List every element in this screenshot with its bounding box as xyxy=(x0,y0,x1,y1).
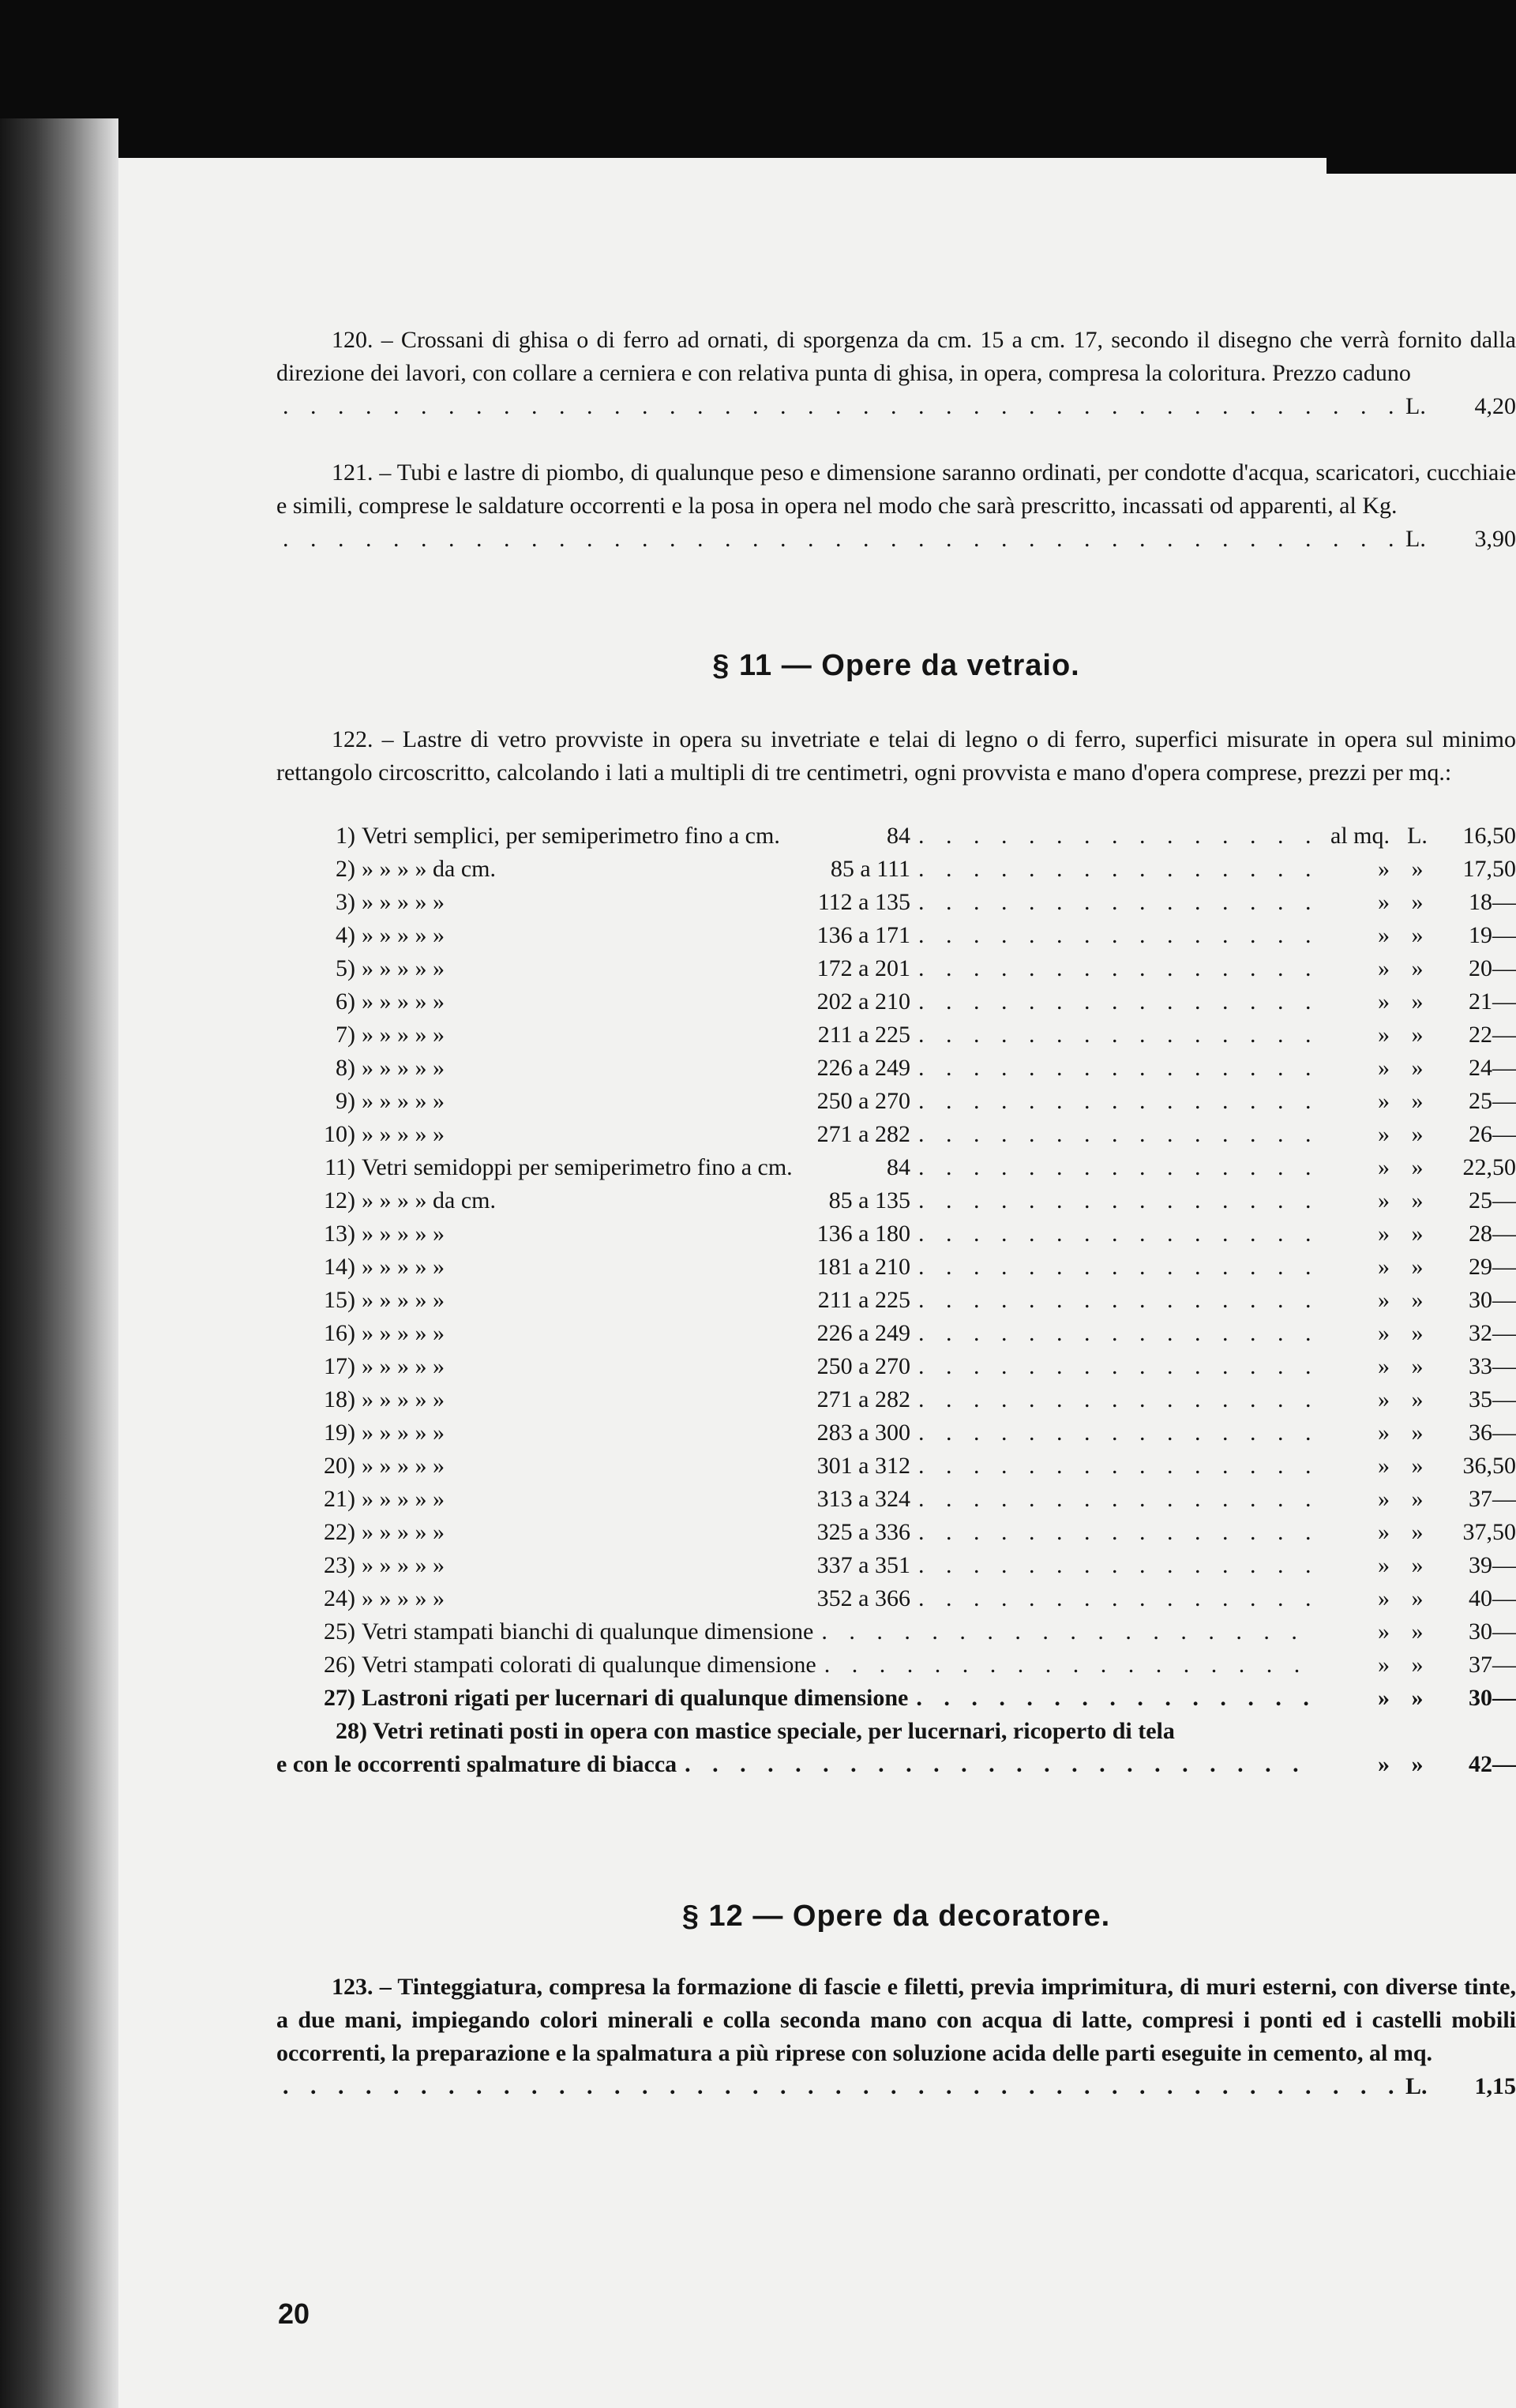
unit: » xyxy=(1378,1154,1390,1180)
glass-item-row xyxy=(276,820,1516,853)
unit: » xyxy=(1378,922,1390,948)
dot-leader xyxy=(918,1217,1311,1251)
unit: » xyxy=(1378,1618,1390,1645)
unit: » xyxy=(1378,1420,1390,1446)
size-range: 226 a 249 xyxy=(816,1055,910,1081)
currency: L. xyxy=(1407,823,1428,849)
size-range: 352 a 366 xyxy=(816,1585,910,1611)
dot-leader xyxy=(918,1251,1311,1284)
item-number: 20) xyxy=(324,1453,355,1479)
unit: » xyxy=(1378,1353,1390,1379)
glass-item-28 xyxy=(276,1715,1516,1781)
currency: » xyxy=(1411,955,1424,981)
item-description: » » » » » xyxy=(362,955,445,981)
dot-leader xyxy=(918,1284,1311,1317)
glass-item-row xyxy=(276,1450,1516,1483)
unit: » xyxy=(1378,1519,1390,1545)
dot-leader xyxy=(918,886,1311,919)
item-description: » » » » » xyxy=(362,922,445,948)
item-description: » » » » » xyxy=(362,1486,445,1512)
item-number: 6) xyxy=(336,988,355,1015)
item-description: » » » » » xyxy=(362,1055,445,1081)
item-number: 120. xyxy=(332,327,373,353)
dot-leader xyxy=(918,1317,1311,1350)
dot-leader xyxy=(685,1748,1311,1781)
unit: » xyxy=(1378,988,1390,1015)
item-description: » » » » » xyxy=(362,1585,445,1611)
unit: » xyxy=(1378,1221,1390,1247)
currency: » xyxy=(1411,1320,1424,1346)
price: 17,50 xyxy=(1462,856,1516,882)
currency: L. xyxy=(1405,526,1426,552)
item-number: 13) xyxy=(324,1221,355,1247)
glass-item-row xyxy=(276,886,1516,919)
unit: » xyxy=(1378,1254,1390,1280)
currency: » xyxy=(1411,1187,1424,1213)
glass-price-list-other xyxy=(276,1615,1516,1715)
currency: » xyxy=(1411,1154,1424,1180)
price: 20— xyxy=(1469,955,1516,981)
unit: » xyxy=(1378,1585,1390,1611)
page-number: 20 xyxy=(278,2297,310,2330)
size-range: 211 a 225 xyxy=(817,1287,910,1313)
item-number: 15) xyxy=(324,1287,355,1313)
price: 21— xyxy=(1469,988,1516,1015)
item-number: 1) xyxy=(336,823,355,849)
dot-leader xyxy=(918,1450,1311,1483)
dot-leader xyxy=(918,1416,1311,1450)
paragraph-121 xyxy=(276,456,1516,556)
item-number: 11) xyxy=(325,1154,355,1180)
item-description: Lastroni rigati per lucernari di qualunque dimensione xyxy=(362,1685,909,1711)
currency: » xyxy=(1411,1453,1424,1479)
item-description: » » » » » xyxy=(362,1386,445,1412)
price: 16,50 xyxy=(1462,823,1516,849)
price: 22— xyxy=(1469,1022,1516,1048)
item-description: Vetri stampati colorati di qualunque dimensione xyxy=(362,1652,816,1678)
price: 36,50 xyxy=(1462,1453,1516,1479)
price: 24— xyxy=(1469,1055,1516,1081)
currency: » xyxy=(1411,1486,1424,1512)
currency: » xyxy=(1411,1751,1424,1777)
glass-item-row xyxy=(276,1118,1516,1151)
price: 37— xyxy=(1469,1486,1516,1512)
item-description: » » » » » xyxy=(362,1353,445,1379)
currency: » xyxy=(1411,1121,1424,1147)
glass-item-row xyxy=(276,1615,1516,1648)
size-range: 250 a 270 xyxy=(816,1088,910,1114)
glass-item-row xyxy=(276,1383,1516,1416)
dot-leader xyxy=(283,2070,1399,2103)
item-number: 27) xyxy=(324,1685,355,1711)
dot-leader xyxy=(918,1516,1311,1549)
size-range: 136 a 180 xyxy=(816,1221,910,1247)
unit: » xyxy=(1378,1486,1390,1512)
unit: » xyxy=(1378,1453,1390,1479)
glass-item-row xyxy=(276,985,1516,1018)
glass-item-row xyxy=(276,1151,1516,1184)
glass-item-row xyxy=(276,1052,1516,1085)
page-content xyxy=(276,324,1516,2103)
price: 30— xyxy=(1469,1287,1516,1313)
item-number: 24) xyxy=(324,1585,355,1611)
unit: » xyxy=(1378,1121,1390,1147)
scan-top-border xyxy=(0,0,1516,158)
item-number: 19) xyxy=(324,1420,355,1446)
unit: » xyxy=(1378,1320,1390,1346)
item-text: – Crossani di ghisa o di ferro ad ornati, di sporgenza da cm. 15 a cm. 17, secondo il disegno che verrà fornito dalla direzione dei lavori, con collare a cerniera e con relativa punta di ghisa, in opera, compresa la coloritura. Prezzo caduno xyxy=(276,327,1516,386)
size-range: 226 a 249 xyxy=(816,1320,910,1346)
scan-left-binding xyxy=(0,118,118,2408)
unit: » xyxy=(1378,1386,1390,1412)
currency: » xyxy=(1411,1254,1424,1280)
paragraph-122 xyxy=(276,723,1516,790)
size-range: 271 a 282 xyxy=(816,1121,910,1147)
dot-leader xyxy=(918,1052,1311,1085)
section-title-11: § 11 — Opere da vetraio. xyxy=(712,649,1080,682)
currency: » xyxy=(1411,1022,1424,1048)
dot-leader xyxy=(918,1582,1311,1615)
price: 4,20 xyxy=(1474,393,1516,419)
currency: » xyxy=(1411,1353,1424,1379)
glass-item-row xyxy=(276,1085,1516,1118)
size-range: 84 xyxy=(887,1154,910,1180)
item-description: » » » » » xyxy=(362,1552,445,1578)
item-number: 16) xyxy=(324,1320,355,1346)
dot-leader xyxy=(918,853,1311,886)
currency: » xyxy=(1411,1088,1424,1114)
unit: al mq. xyxy=(1330,823,1390,849)
item-description: » » » » » xyxy=(362,1022,445,1048)
item-number: 9) xyxy=(336,1088,355,1114)
glass-item-row xyxy=(276,1516,1516,1549)
item-description: » » » » » xyxy=(362,988,445,1015)
size-range: 84 xyxy=(887,823,910,849)
dot-leader xyxy=(918,1018,1311,1052)
item-number: 8) xyxy=(336,1055,355,1081)
item-description: Vetri semplici, per semiperimetro fino a cm. xyxy=(362,823,780,849)
scan-corner-shadow xyxy=(1326,126,1516,174)
unit: » xyxy=(1378,1187,1390,1213)
dot-leader xyxy=(918,1151,1311,1184)
dot-leader xyxy=(918,952,1311,985)
price: 1,15 xyxy=(1474,2073,1516,2099)
item-number: 4) xyxy=(336,922,355,948)
item-number: 122. xyxy=(332,726,373,752)
unit: » xyxy=(1378,1287,1390,1313)
size-range: 85 a 135 xyxy=(828,1187,910,1213)
price: 37,50 xyxy=(1462,1519,1516,1545)
unit: » xyxy=(1378,1751,1390,1777)
glass-item-row xyxy=(276,1284,1516,1317)
item-description: » » » » da cm. xyxy=(362,1187,496,1213)
size-range: 211 a 225 xyxy=(817,1022,910,1048)
currency: » xyxy=(1411,1519,1424,1545)
glass-item-row xyxy=(276,1317,1516,1350)
size-range: 172 a 201 xyxy=(816,955,910,981)
unit: » xyxy=(1378,955,1390,981)
currency: » xyxy=(1411,988,1424,1015)
item-text: – Tinteggiatura, compresa la formazione di fascie e filetti, previa imprimitura, di muri esterni, con diverse tinte, a due mani, impiegando colori minerali e colla seconda mano con acqua di latte, compresi i ponti ed i castelli mobili occorrenti, la preparazione e la spalmatura a più riprese con soluzione acida delle parti eseguite in cemento, al mq. xyxy=(276,1974,1516,2066)
dot-leader xyxy=(918,1085,1311,1118)
item-description: » » » » » xyxy=(362,1121,445,1147)
currency: » xyxy=(1411,856,1424,882)
price: 32— xyxy=(1469,1320,1516,1346)
item-number: 18) xyxy=(324,1386,355,1412)
unit: » xyxy=(1378,1088,1390,1114)
item-description: Vetri stampati bianchi di qualunque dimensione xyxy=(362,1618,814,1645)
unit: » xyxy=(1378,1652,1390,1678)
dot-leader xyxy=(918,919,1311,952)
item-number: 22) xyxy=(324,1519,355,1545)
size-range: 337 a 351 xyxy=(816,1552,910,1578)
size-range: 112 a 135 xyxy=(817,889,910,915)
item-description: » » » » » xyxy=(362,1221,445,1247)
currency: » xyxy=(1411,1287,1424,1313)
currency: » xyxy=(1411,1055,1424,1081)
dot-leader xyxy=(918,1118,1311,1151)
currency: » xyxy=(1411,1585,1424,1611)
item-description: » » » » » xyxy=(362,1287,445,1313)
glass-item-row xyxy=(276,1350,1516,1383)
currency: » xyxy=(1411,1386,1424,1412)
item-number: 14) xyxy=(324,1254,355,1280)
unit: » xyxy=(1378,856,1390,882)
item-description: » » » » » xyxy=(362,889,445,915)
item-number: 121. xyxy=(332,459,373,486)
price: 36— xyxy=(1469,1420,1516,1446)
unit: » xyxy=(1378,1552,1390,1578)
price: 22,50 xyxy=(1462,1154,1516,1180)
dot-leader xyxy=(283,390,1399,423)
item-number: 10) xyxy=(324,1121,355,1147)
dot-leader xyxy=(824,1648,1311,1682)
price: 28— xyxy=(1469,1221,1516,1247)
paragraph-120 xyxy=(276,324,1516,423)
price: 18— xyxy=(1469,889,1516,915)
price: 40— xyxy=(1469,1585,1516,1611)
glass-price-list xyxy=(276,820,1516,1615)
size-range: 313 a 324 xyxy=(816,1486,910,1512)
dot-leader xyxy=(918,820,1311,853)
currency: » xyxy=(1411,889,1424,915)
currency: » xyxy=(1411,1652,1424,1678)
glass-item-row xyxy=(276,1682,1516,1715)
item-number: 26) xyxy=(324,1652,355,1678)
price: 29— xyxy=(1469,1254,1516,1280)
item-28-line-1: 28) Vetri retinati posti in opera con mastice speciale, per lucernari, ricoperto di tela xyxy=(336,1718,1175,1744)
dot-leader xyxy=(918,1184,1311,1217)
glass-item-row xyxy=(276,919,1516,952)
price-line xyxy=(276,2070,1516,2103)
glass-item-row xyxy=(276,952,1516,985)
item-number: 25) xyxy=(324,1618,355,1645)
paragraph-123 xyxy=(276,1971,1516,2103)
item-number: 5) xyxy=(336,955,355,981)
currency: » xyxy=(1411,922,1424,948)
price: 30— xyxy=(1469,1618,1516,1645)
dot-leader xyxy=(916,1682,1311,1715)
dot-leader xyxy=(918,1350,1311,1383)
unit: » xyxy=(1378,1685,1390,1711)
glass-item-row xyxy=(276,1184,1516,1217)
unit: » xyxy=(1378,1022,1390,1048)
size-range: 325 a 336 xyxy=(816,1519,910,1545)
price: 26— xyxy=(1469,1121,1516,1147)
item-number: 23) xyxy=(324,1552,355,1578)
item-description: » » » » » xyxy=(362,1453,445,1479)
item-description: » » » » da cm. xyxy=(362,856,496,882)
dot-leader xyxy=(918,1383,1311,1416)
price: 39— xyxy=(1469,1552,1516,1578)
currency: » xyxy=(1411,1221,1424,1247)
currency: » xyxy=(1411,1420,1424,1446)
section-title-12: § 12 — Opere da decoratore. xyxy=(681,1900,1111,1933)
currency: L. xyxy=(1405,393,1426,419)
item-number: 7) xyxy=(336,1022,355,1048)
dot-leader xyxy=(283,523,1399,556)
price-line xyxy=(276,523,1516,556)
item-number: 123. xyxy=(332,1974,373,2000)
size-range: 136 a 171 xyxy=(816,922,910,948)
size-range: 202 a 210 xyxy=(816,988,910,1015)
currency: » xyxy=(1411,1552,1424,1578)
glass-item-row xyxy=(276,1018,1516,1052)
glass-item-row xyxy=(276,853,1516,886)
item-description: » » » » » xyxy=(362,1320,445,1346)
currency: » xyxy=(1411,1685,1424,1711)
item-description: » » » » » xyxy=(362,1254,445,1280)
size-range: 85 a 111 xyxy=(830,856,910,882)
item-number: 21) xyxy=(324,1486,355,1512)
dot-leader xyxy=(918,1483,1311,1516)
glass-item-row xyxy=(276,1483,1516,1516)
glass-item-row xyxy=(276,1251,1516,1284)
item-text: – Tubi e lastre di piombo, di qualunque peso e dimensione saranno ordinati, per condotte d'acqua, scaricatori, cucchiaie e simili, comprese le saldature occorrenti e la posa in opera nel modo che sarà prescritto, incassati od apparenti, al Kg. xyxy=(276,459,1516,519)
size-range: 181 a 210 xyxy=(816,1254,910,1280)
dot-leader xyxy=(821,1615,1311,1648)
size-range: 301 a 312 xyxy=(816,1453,910,1479)
item-number: 2) xyxy=(336,856,355,882)
currency: L. xyxy=(1405,2073,1428,2099)
size-range: 250 a 270 xyxy=(816,1353,910,1379)
glass-item-row xyxy=(276,1416,1516,1450)
dot-leader xyxy=(918,1549,1311,1582)
glass-item-row xyxy=(276,1217,1516,1251)
size-range: 283 a 300 xyxy=(816,1420,910,1446)
currency: » xyxy=(1411,1618,1424,1645)
item-description: » » » » » xyxy=(362,1519,445,1545)
item-number: 3) xyxy=(336,889,355,915)
unit: » xyxy=(1378,889,1390,915)
price: 19— xyxy=(1469,922,1516,948)
price: 25— xyxy=(1469,1088,1516,1114)
price-line xyxy=(276,390,1516,423)
price: 3,90 xyxy=(1474,526,1516,552)
size-range: 271 a 282 xyxy=(816,1386,910,1412)
item-28-line-2: e con le occorrenti spalmature di biacca xyxy=(276,1751,677,1777)
glass-item-row xyxy=(276,1549,1516,1582)
price: 35— xyxy=(1469,1386,1516,1412)
price: 33— xyxy=(1469,1353,1516,1379)
item-description: » » » » » xyxy=(362,1088,445,1114)
dot-leader xyxy=(918,985,1311,1018)
unit: » xyxy=(1378,1055,1390,1081)
item-description: Vetri semidoppi per semiperimetro fino a cm. xyxy=(362,1154,793,1180)
glass-item-row xyxy=(276,1582,1516,1615)
item-number: 12) xyxy=(324,1187,355,1213)
glass-item-row xyxy=(276,1648,1516,1682)
price: 30— xyxy=(1469,1685,1516,1711)
price: 37— xyxy=(1469,1652,1516,1678)
price: 42— xyxy=(1469,1751,1516,1777)
item-description: » » » » » xyxy=(362,1420,445,1446)
item-number: 17) xyxy=(324,1353,355,1379)
price: 25— xyxy=(1469,1187,1516,1213)
item-text: – Lastre di vetro provviste in opera su invetriate e telai di legno o di ferro, superfici misurate in opera sul minimo rettangolo circoscritto, calcolando i lati a multipli di tre centimetri, ogni provvista e mano d'opera comprese, prezzi per mq.: xyxy=(276,726,1516,786)
